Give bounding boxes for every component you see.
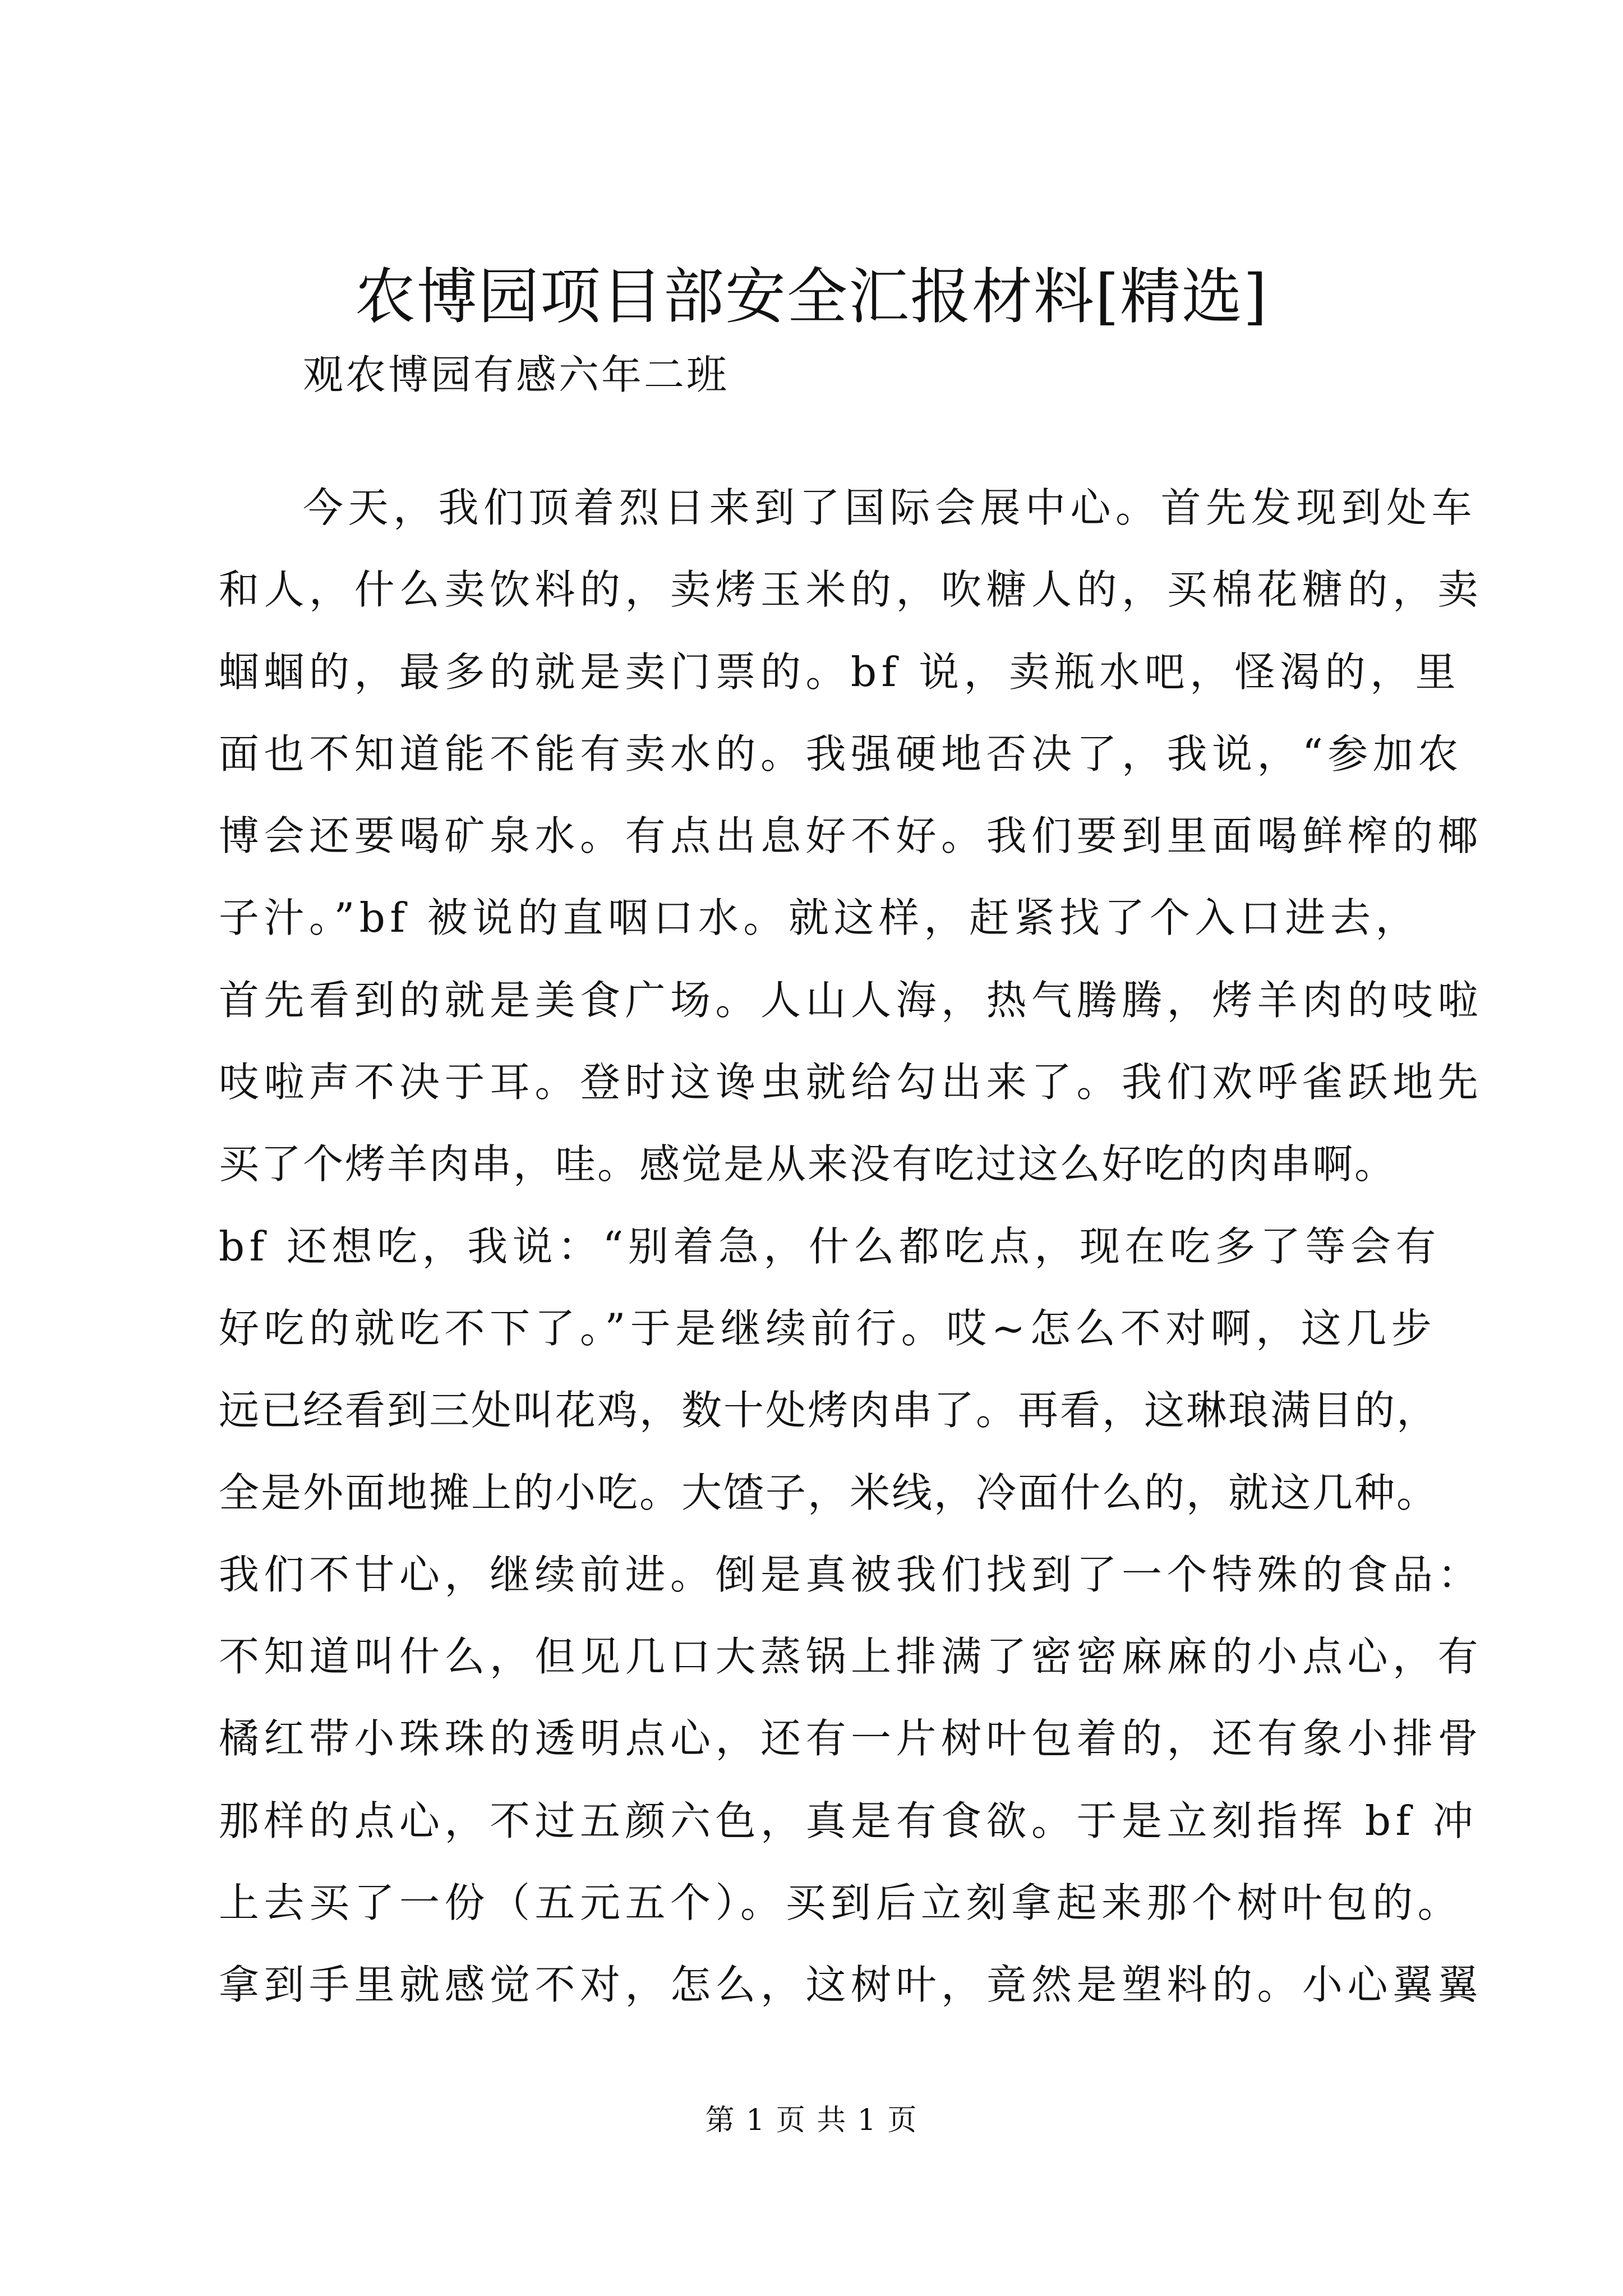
body-text xyxy=(219,467,1483,2026)
document-subtitle: 观农博园有感六年二班 xyxy=(303,351,730,398)
body-line: 今天，我们顶着烈日来到了国际会展中心。首先发现到处车 xyxy=(303,484,1477,531)
body-line: 我们不甘心，继续前进。倒是真被我们找到了一个特殊的食品： xyxy=(219,1550,1483,1598)
body-line: 拿到手里就感觉不对，怎么，这树叶，竟然是塑料的。小心翼翼 xyxy=(219,1961,1483,2009)
body-line: 子汁。”bf 被说的直咽口水。就这样，赶紧找了个入口进去， xyxy=(219,894,1421,942)
body-line: 上去买了一份（五元五个）。买到后立刻拿起来那个树叶包的。 xyxy=(219,1879,1463,1927)
body-line: 好吃的就吃不下了。”于是继续前行。哎~怎么不对啊，这几步 xyxy=(219,1304,1437,1352)
body-line: 和人，什么卖饮料的，卖烤玉米的，吹糖人的，买棉花糖的，卖 xyxy=(219,566,1483,614)
body-line: 那样的点心，不过五颜六色，真是有食欲。于是立刻指挥 bf 冲 xyxy=(219,1797,1478,1844)
body-line: 面也不知道能不能有卖水的。我强硬地否决了，我说，“参加农 xyxy=(219,730,1463,777)
body-line: 远已经看到三处叫花鸡，数十处烤肉串了。再看，这琳琅满目的， xyxy=(219,1387,1439,1434)
body-line: 首先看到的就是美食广场。人山人海，热气腾腾，烤羊肉的吱啦 xyxy=(219,976,1483,1024)
body-line: 博会还要喝矿泉水。有点出息好不好。我们要到里面喝鲜榨的椰 xyxy=(219,812,1483,860)
page-footer: 第 1 页 共 1 页 xyxy=(705,2104,918,2137)
body-line: 蝈蝈的，最多的就是卖门票的。bf 说，卖瓶水吧，怪渴的，里 xyxy=(219,648,1461,696)
body-line: 买了个烤羊肉串，哇。感觉是从来没有吃过这么好吃的肉串啊。 xyxy=(219,1140,1397,1188)
body-line: 吱啦声不决于耳。登时这谗虫就给勾出来了。我们欢呼雀跃地先 xyxy=(219,1059,1483,1106)
body-line: 橘红带小珠珠的透明点心，还有一片树叶包着的，还有象小排骨 xyxy=(219,1715,1483,1763)
document-title: 农博园项目部安全汇报材料[精选] xyxy=(354,262,1269,332)
body-line: 不知道叫什么，但见几口大蒸锅上排满了密密麻麻的小点心，有 xyxy=(219,1633,1483,1681)
body-line: bf 还想吃，我说：“别着急，什么都吃点，现在吃多了等会有 xyxy=(219,1222,1441,1270)
body-line: 全是外面地摊上的小吃。大馇子，米线，冷面什么的，就这几种。 xyxy=(219,1469,1439,1516)
